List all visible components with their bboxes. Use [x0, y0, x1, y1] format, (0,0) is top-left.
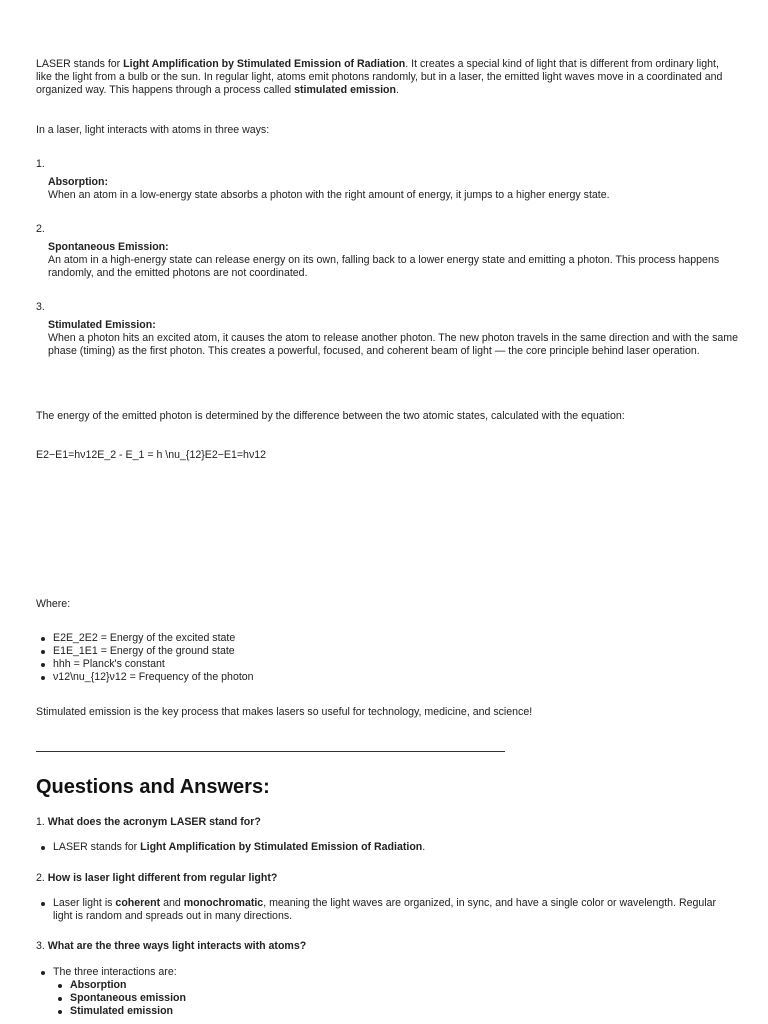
- interaction-title: Stimulated Emission:: [48, 319, 156, 331]
- question-number: 3.: [36, 940, 48, 952]
- question-text: What are the three ways light interacts with atoms?: [47, 940, 307, 952]
- question-text: What does the acronym LASER stand for?: [47, 816, 261, 828]
- interaction-item-absorption: [48, 176, 738, 202]
- list-item: [36, 897, 736, 923]
- interactions-sublist: [53, 979, 186, 1018]
- list-item: ν12\nu_{12}ν12 = Frequency of the photon: [36, 671, 254, 684]
- interaction-description: When a photon hits an excited atom, it causes the atom to release another photon. The new photon travels in the same direction and with the same phase (timing) as the first photon. This creates a powerful, focused, and coherent beam of light — the core principle behind laser operation.: [48, 332, 738, 357]
- energy-paragraph: The energy of the emitted photon is determined by the difference between the two atomic states, calculated with the equation:: [36, 410, 625, 422]
- list-item: [36, 841, 425, 854]
- answer-2: [36, 897, 736, 923]
- list-item: Stimulated emission: [53, 1005, 186, 1018]
- item-number-1: 1.: [36, 158, 45, 170]
- list-item: Absorption: [53, 979, 186, 992]
- interaction-description: When an atom in a low-energy state absorbs a photon with the right amount of energy, it jumps to a higher energy state.: [48, 189, 610, 201]
- question-1: [36, 816, 261, 829]
- interaction-item-spontaneous-emission: [48, 241, 738, 280]
- question-number: 2.: [36, 872, 48, 884]
- laser-acronym-expansion: Light Amplification by Stimulated Emission of Radiation: [123, 58, 406, 70]
- qa-heading: Questions and Answers:: [36, 776, 270, 798]
- horizontal-divider: [36, 751, 505, 752]
- question-number: 1.: [36, 816, 48, 828]
- answer-text: LASER stands for: [53, 841, 141, 853]
- answer-text: Laser light is: [53, 897, 116, 909]
- answer-text: The three interactions are:: [53, 966, 177, 978]
- list-item: E1E_1E1 = Energy of the ground state: [36, 645, 254, 658]
- stimulated-emission-term: stimulated emission: [294, 84, 396, 96]
- list-item: hhh = Planck's constant: [36, 658, 254, 671]
- item-number-2: 2.: [36, 223, 45, 235]
- answer-1: [36, 841, 425, 854]
- list-item: [36, 966, 186, 1018]
- intro-paragraph: [36, 58, 731, 97]
- list-item: E2E_2E2 = Energy of the excited state: [36, 632, 254, 645]
- answer-text: .: [422, 841, 426, 853]
- where-label: Where:: [36, 598, 71, 610]
- answer-text: , meaning the light waves are organized, in sync, and have a single color or wavelength. Regular light is random and spreads out in many directions.: [53, 897, 717, 922]
- closing-paragraph: Stimulated emission is the key process that makes lasers so useful for technology, medicine, and science!: [36, 706, 533, 718]
- answer-text: and: [160, 897, 184, 909]
- question-3: [36, 940, 306, 953]
- three-ways-intro: In a laser, light interacts with atoms in three ways:: [36, 124, 270, 136]
- answer-emphasis: Light Amplification by Stimulated Emission of Radiation: [140, 841, 423, 853]
- interaction-item-stimulated-emission: [48, 319, 738, 358]
- variable-definitions-list: [36, 632, 254, 684]
- question-text: How is laser light different from regular light?: [47, 872, 278, 884]
- list-item: Spontaneous emission: [53, 992, 186, 1005]
- item-number-3: 3.: [36, 301, 45, 313]
- intro-text-3: .: [396, 84, 399, 96]
- intro-text-1: LASER stands for: [36, 58, 124, 70]
- answer-emphasis: monochromatic: [183, 897, 264, 909]
- interaction-title: Absorption:: [48, 176, 109, 188]
- intro-text-2: . It creates a special kind of light that is different from ordinary light, like the light from a bulb or the sun. In regular light, atoms emit photons randomly, but in a laser, the emitted light waves move in a coordinated and organized way. This happens through a process called: [36, 58, 723, 96]
- answer-3: [36, 966, 186, 1018]
- answer-emphasis: coherent: [115, 897, 161, 909]
- interaction-description: An atom in a high-energy state can release energy on its own, falling back to a lower energy state and emitting a photon. This process happens randomly, and the emitted photons are not coordinated.: [48, 254, 720, 279]
- interaction-title: Spontaneous Emission:: [48, 241, 169, 253]
- question-2: [36, 872, 277, 885]
- photon-energy-equation: E2−E1=hν12E_2 - E_1 = h \nu_{12}E2−E1=hν12: [36, 449, 267, 461]
